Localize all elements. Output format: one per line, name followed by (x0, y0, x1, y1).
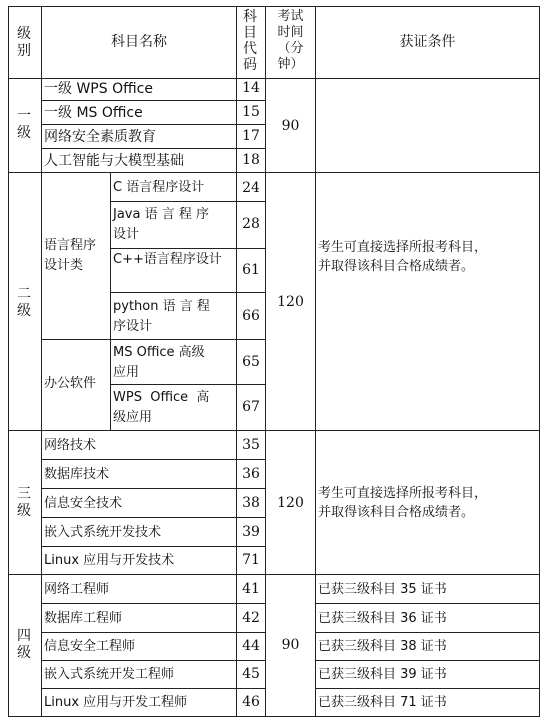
subject-name: C++语言程序设计 (113, 252, 222, 267)
rule (8, 172, 540, 173)
condition-text: 已获三级科目 38 证书 (318, 639, 447, 654)
rule (41, 100, 266, 101)
rule (8, 430, 540, 431)
subject-name: 网络工程师 (44, 582, 110, 597)
rule (41, 660, 266, 661)
subject-name: 嵌入式系统开发技术 (44, 525, 162, 540)
exam-time: 120 (277, 495, 304, 511)
rule (8, 574, 540, 575)
subject-name: 人工智能与大模型基础 (44, 153, 184, 169)
subject-code: 45 (242, 666, 260, 682)
rule (110, 384, 266, 385)
subject-name: 数据库工程师 (44, 611, 123, 626)
rule (41, 339, 266, 340)
subject-code: 17 (242, 128, 260, 144)
subject-name: Linux 应用与开发工程师 (44, 695, 188, 710)
exam-time: 90 (281, 637, 300, 653)
subject-name: 一级 WPS Office (44, 81, 153, 97)
rule (110, 292, 266, 293)
group-name: 语言程序 设计类 (44, 238, 97, 273)
subject-code: 61 (242, 262, 260, 278)
subject-code: 39 (242, 524, 260, 540)
rule (41, 688, 266, 689)
level-label: 一 级 (17, 108, 31, 141)
rule (110, 201, 266, 202)
condition-text: 已获三级科目 36 证书 (318, 611, 447, 626)
subject-code: 44 (242, 638, 260, 654)
subject-code: 67 (242, 399, 260, 415)
header-time: 考试 时间 （分 钟） (277, 9, 304, 72)
subject-code: 18 (242, 152, 260, 168)
subject-code: 24 (242, 180, 260, 196)
subject-code: 65 (242, 354, 260, 370)
subject-code: 28 (242, 216, 260, 232)
rule (41, 488, 266, 489)
exam-time: 120 (277, 294, 304, 310)
rule (41, 6, 42, 717)
subject-name: 数据库技术 (44, 467, 110, 482)
subject-name: 嵌入式系统开发工程师 (44, 667, 175, 682)
level-label: 三 级 (17, 486, 31, 519)
rule (41, 459, 266, 460)
rule (315, 6, 316, 717)
subject-name: python 语 言 程 序设计 (113, 299, 210, 334)
group-name: 办公软件 (44, 376, 97, 391)
subject-name: 网络安全素质教育 (44, 129, 156, 145)
subject-code: 15 (242, 104, 260, 120)
header-code: 科 目 代 码 (243, 9, 257, 73)
subject-code: 42 (242, 610, 260, 626)
subject-code: 35 (242, 437, 260, 453)
subject-name: 网络技术 (44, 438, 97, 453)
condition-text: 考生可直接选择所报考科目， 并取得该科目合格成绩者。 (318, 240, 488, 274)
rule (8, 6, 540, 7)
rule (315, 603, 540, 604)
subject-name: 信息安全工程师 (44, 639, 136, 654)
rule (41, 546, 266, 547)
rule (41, 632, 266, 633)
rule (315, 632, 540, 633)
subject-code: 46 (242, 694, 260, 710)
rule (8, 78, 540, 79)
subject-name: Java 语 言 程 序 设计 (113, 207, 209, 242)
condition-text: 已获三级科目 35 证书 (318, 582, 447, 597)
subject-code: 71 (242, 552, 260, 568)
subject-name: 信息安全技术 (44, 496, 123, 511)
header-subject: 科目名称 (111, 34, 167, 50)
rule (110, 172, 111, 431)
condition-text: 已获三级科目 71 证书 (318, 695, 447, 710)
subject-name: MS Office 高级 应用 (113, 345, 205, 380)
subject-code: 14 (242, 80, 260, 96)
subject-code: 36 (242, 466, 260, 482)
subject-name: WPS Office 高 级应用 (113, 390, 210, 425)
header-condition: 获证条件 (399, 34, 456, 50)
level-label: 四 级 (17, 628, 31, 661)
rule (265, 6, 266, 717)
rule (41, 517, 266, 518)
rule (8, 716, 540, 717)
header-level: 级 别 (17, 26, 31, 59)
rule (110, 248, 266, 249)
subject-name: Linux 应用与开发技术 (44, 553, 175, 568)
level-label: 二 级 (17, 286, 31, 319)
rule (41, 603, 266, 604)
subject-code: 41 (242, 581, 260, 597)
rule (539, 6, 540, 717)
rule (41, 148, 266, 149)
condition-text: 考生可直接选择所报考科目， 并取得该科目合格成绩者。 (318, 486, 488, 520)
condition-text: 已获三级科目 39 证书 (318, 667, 447, 682)
subject-code: 66 (242, 308, 260, 324)
rule (8, 6, 9, 717)
rule (315, 688, 540, 689)
exam-time: 90 (281, 118, 300, 134)
subject-name: 一级 MS Office (44, 105, 143, 121)
subject-code: 38 (242, 495, 260, 511)
rule (315, 660, 540, 661)
rule (41, 124, 266, 125)
subject-name: C 语言程序设计 (113, 180, 205, 195)
